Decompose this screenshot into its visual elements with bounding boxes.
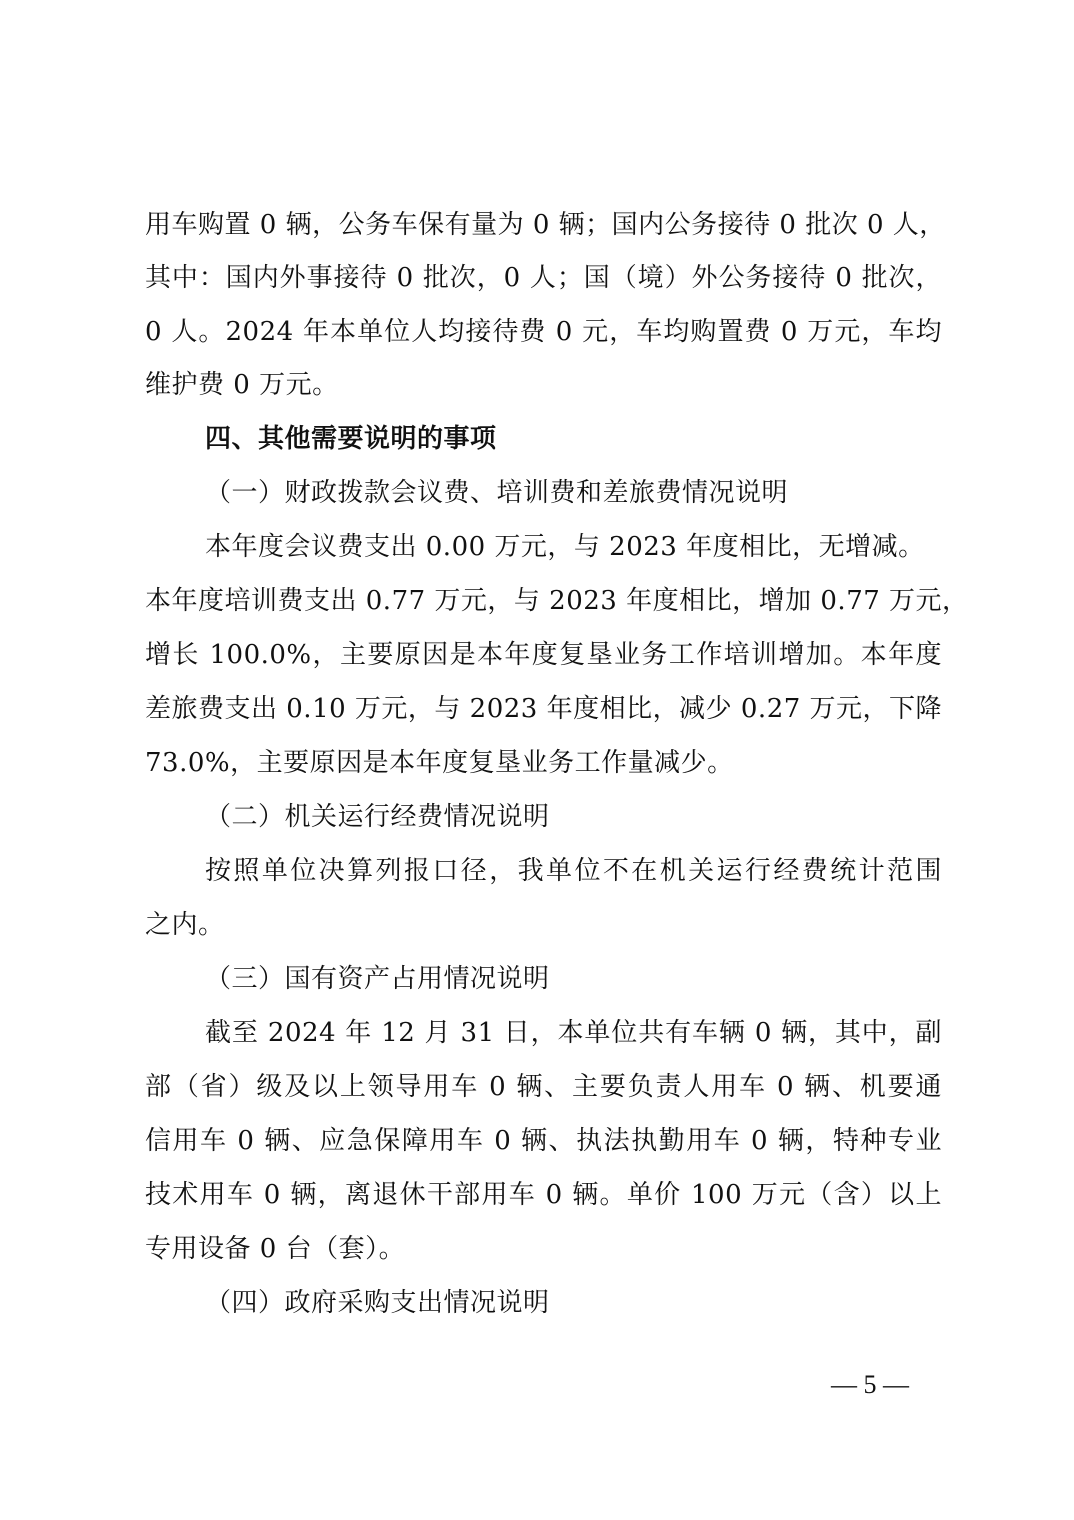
text-line-7: 本年度会议费支出 0.00 万元，与 2023 年度相比，无增减。 <box>205 532 925 562</box>
subheading-3: （三）国有资产占用情况说明 <box>205 964 550 994</box>
section-heading-4: 四、其他需要说明的事项 <box>205 424 497 454</box>
text-line-13: 按照单位决算列报口径，我单位不在机关运行经费统计范围 <box>205 856 942 886</box>
subheading-1: （一）财政拨款会议费、培训费和差旅费情况说明 <box>205 478 789 508</box>
text-line-3: 0 人。2024 年本单位人均接待费 0 元，车均购置费 0 万元，车均 <box>145 317 942 347</box>
page-number: — 5 — <box>831 1370 909 1399</box>
text-line-8: 本年度培训费支出 0.77 万元，与 2023 年度相比，增加 0.77 万元， <box>145 586 969 616</box>
text-line-11: 73.0%，主要原因是本年度复垦业务工作量减少。 <box>145 748 734 778</box>
text-line-10: 差旅费支出 0.10 万元，与 2023 年度相比，减少 0.27 万元，下降 <box>145 694 943 724</box>
text-line-16: 截至 2024 年 12 月 31 日，本单位共有车辆 0 辆，其中，副 <box>205 1018 942 1048</box>
text-line-2: 其中：国内外事接待 0 批次，0 人；国（境）外公务接待 0 批次， <box>145 263 942 293</box>
text-line-1: 用车购置 0 辆，公务车保有量为 0 辆；国内公务接待 0 批次 0 人， <box>145 210 946 240</box>
text-line-17: 部（省）级及以上领导用车 0 辆、主要负责人用车 0 辆、机要通 <box>145 1072 942 1102</box>
subheading-2: （二）机关运行经费情况说明 <box>205 802 550 832</box>
text-line-4: 维护费 0 万元。 <box>145 370 339 400</box>
text-line-9: 增长 100.0%，主要原因是本年度复垦业务工作培训增加。本年度 <box>145 640 942 670</box>
text-line-20: 专用设备 0 台（套）。 <box>145 1234 406 1264</box>
text-line-19: 技术用车 0 辆，离退休干部用车 0 辆。单价 100 万元（含）以上 <box>145 1180 942 1210</box>
text-line-14: 之内。 <box>145 910 225 940</box>
subheading-4: （四）政府采购支出情况说明 <box>205 1288 550 1318</box>
text-line-18: 信用车 0 辆、应急保障用车 0 辆、执法执勤用车 0 辆，特种专业 <box>145 1126 942 1156</box>
